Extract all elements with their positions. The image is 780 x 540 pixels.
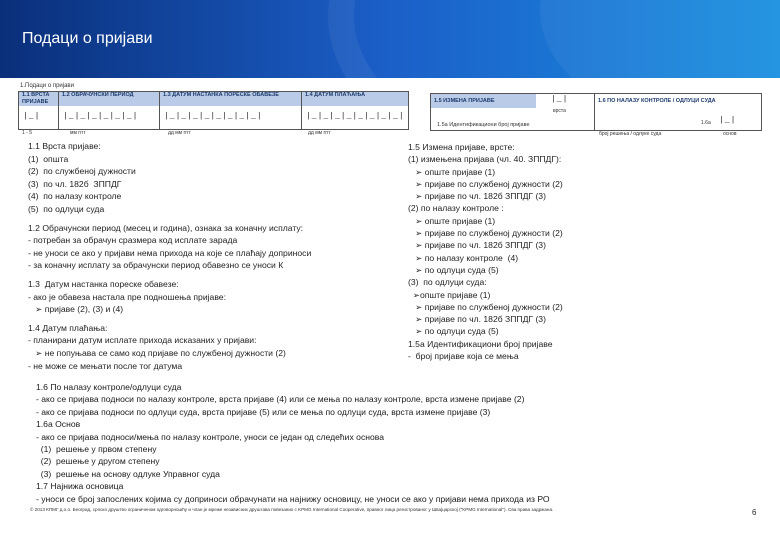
text-line: ➢ пријаве по чл. 182б ЗППДГ (3) — [408, 314, 546, 325]
cell-1-5a-label: 1.5а Идентификациони број пријаве — [437, 122, 530, 128]
cell-1-5 — [430, 93, 595, 131]
text-line: (3) по чл. 182б ЗППДГ — [28, 178, 122, 189]
text-line: (3) решење на основу одлуке Управног суда — [36, 468, 220, 479]
text-line: (1) решење у првом степену — [36, 444, 157, 455]
text-line: ➢ пријаве (2), (3) и (4) — [28, 304, 124, 315]
cell-1-1 — [18, 91, 59, 130]
text-line: 1.6 По налазу контроле/одлуци суда — [36, 382, 182, 392]
text-line: (3) по одлуци суда: — [408, 277, 487, 288]
text-line: - не може се мењати после тог датума — [28, 360, 183, 371]
text-line: ➢ пријаве по службеној дужности (2) — [408, 301, 563, 312]
page-number: 6 — [752, 508, 757, 517]
cell-1-2-sub: мм гггг — [70, 130, 86, 136]
text-line: (2) по службеној дужности — [28, 166, 136, 177]
text-line: - ако се пријава подноси по одлуци суда, врста пријаве (5) или се мења по одлуци суда, врста измене пријаве (3) — [36, 406, 491, 417]
cell-1-4 — [301, 91, 409, 130]
text-line: ➢ опште пријаве (1) — [408, 166, 496, 177]
cell-1-2 — [58, 91, 160, 130]
text-line: 1.3 Датум настанка пореске обавезе: — [28, 278, 179, 289]
text-line: ➢ пријаве по службеној дужности (2) — [408, 228, 563, 239]
text-line: (4) по налазу контроле — [28, 191, 122, 202]
right-text-column — [408, 141, 748, 362]
text-line: ➢ по одлуци суда (5) — [408, 264, 499, 275]
cell-1-6-sub-a: број решења / одлуке суда — [599, 131, 662, 137]
cell-1-1-sub: 1 - 5 — [22, 130, 33, 136]
cell-1-5-value-label: врста — [553, 108, 566, 114]
text-line: - за коначну исплату за обрачунски период обавезно се уноси К — [28, 260, 284, 271]
left-text-column — [28, 140, 398, 372]
text-line: 1.4 Датум плаћања: — [28, 322, 108, 333]
text-line: (1) измењена пријава (чл. 40. ЗППДГ): — [408, 154, 562, 165]
cell-1-5-label: 1.5 ИЗМЕНА ПРИЈАВЕ — [431, 94, 536, 108]
slide-header — [0, 0, 780, 78]
text-line: ➢ не попуњава се само код пријаве по службеној дужности (2) — [28, 347, 286, 358]
cell-1-1-value: |_| — [23, 112, 41, 121]
text-line: (1) општа — [28, 153, 69, 164]
text-line: 1.5 Измена пријаве, врсте: — [408, 142, 515, 152]
cell-1-4-label: 1.4 ДАТУМ ПЛАЋАЊА — [302, 92, 408, 106]
cell-1-3-value: |_|_|_|_|_|_|_|_| — [164, 112, 263, 121]
cell-1-2-value: |_|_|_|_|_|_| — [63, 112, 139, 121]
text-line: ➢опште пријаве (1) — [408, 289, 491, 300]
text-line: ➢ по одлуци суда (5) — [408, 326, 499, 337]
cell-1-6 — [594, 93, 762, 137]
cell-1-2-label: 1.2 ОБРАЧУНСКИ ПЕРИОД — [59, 92, 159, 106]
text-line: - уноси се број запослених којима су доприноси обрачунати на најнижу основицу, не уноси се ако у пријави нема прихода из РО — [36, 493, 550, 504]
cell-1-6a-value: |_| — [719, 116, 737, 125]
slide-title: Подаци о пријави — [22, 30, 153, 47]
cell-1-4-value: |_|_|_|_|_|_|_|_| — [306, 112, 405, 121]
text-line: ➢ пријаве по чл. 182б ЗППДГ (3) — [408, 191, 546, 202]
text-line: - број пријаве која се мења — [408, 351, 519, 362]
text-line: - не уноси се ако у пријави нема прихода на које се плаћају доприноси — [28, 247, 312, 258]
cell-1-6-sub-b: основ — [723, 131, 737, 137]
cell-1-3-sub: дд мм гггг — [168, 130, 191, 136]
cell-1-3-label: 1.3 ДАТУМ НАСТАНКА ПОРЕСКЕ ОБАВЕЗЕ — [160, 92, 301, 106]
text-line: 1.2 Обрачунски период (месец и година), ознака за коначну исплату: — [28, 222, 304, 233]
text-line: (2) решење у другом степену — [36, 456, 160, 467]
text-line: ➢ по налазу контроле (4) — [408, 252, 519, 263]
copyright-footer: © 2013 КПМГ д.о.о. Београд, српско друштво ограниченом одговорношћу и члан је мреже независних друштава повезаних с KPMG International Cooperative, правног лица регистрованог у Швајцарској ("KPMG International"). Сва права задржана. — [30, 507, 554, 512]
text-line: (2) по налазу контроле : — [408, 203, 504, 214]
text-line: - планирани датум исплате прихода исказаних у пријави: — [28, 335, 257, 346]
text-line: (5) по одлуци суда — [28, 203, 105, 214]
cell-1-6a-label: 1.6а — [701, 120, 711, 126]
text-line: ➢ опште пријаве (1) — [408, 215, 496, 226]
text-line: 1.7 Најнижа основица — [36, 481, 124, 492]
text-line: 1.5а Идентификациони број пријаве — [408, 338, 553, 349]
cell-1-3 — [159, 91, 302, 130]
bottom-text-block — [36, 381, 736, 505]
text-line: - ако се пријава подноси по налазу контроле, врста пријаве (4) или се мења по налазу контроле, врста измене пријаве (2) — [36, 394, 525, 405]
header-decoration — [540, 0, 780, 78]
text-line: 1.6а Основ — [36, 419, 81, 430]
text-line: ➢ пријаве по чл. 182б ЗППДГ (3) — [408, 240, 546, 251]
text-line: 1.1 Врста пријаве: — [28, 141, 101, 151]
text-line: - ако је обавеза настала пре подношења пријаве: — [28, 291, 226, 302]
form-caption: 1.Подаци о пријави — [20, 83, 74, 89]
form-excerpt — [18, 82, 760, 142]
cell-1-6-label: 1.6 ПО НАЛАЗУ КОНТРОЛЕ / ОДЛУЦИ СУДА — [595, 94, 761, 108]
cell-1-5-value: |_| — [551, 95, 569, 104]
text-line: - ако се пријава подноси/мења по налазу контроле, уноси се један од следећих основа — [36, 431, 385, 442]
cell-1-1-label: 1.1 ВРСТА ПРИЈАВЕ — [19, 92, 58, 106]
text-line: - потребан за обрачун сразмера код исплате зарада — [28, 235, 238, 246]
cell-1-4-sub: дд мм гггг — [308, 130, 331, 136]
text-line: ➢ пријаве по службеној дужности (2) — [408, 178, 563, 189]
